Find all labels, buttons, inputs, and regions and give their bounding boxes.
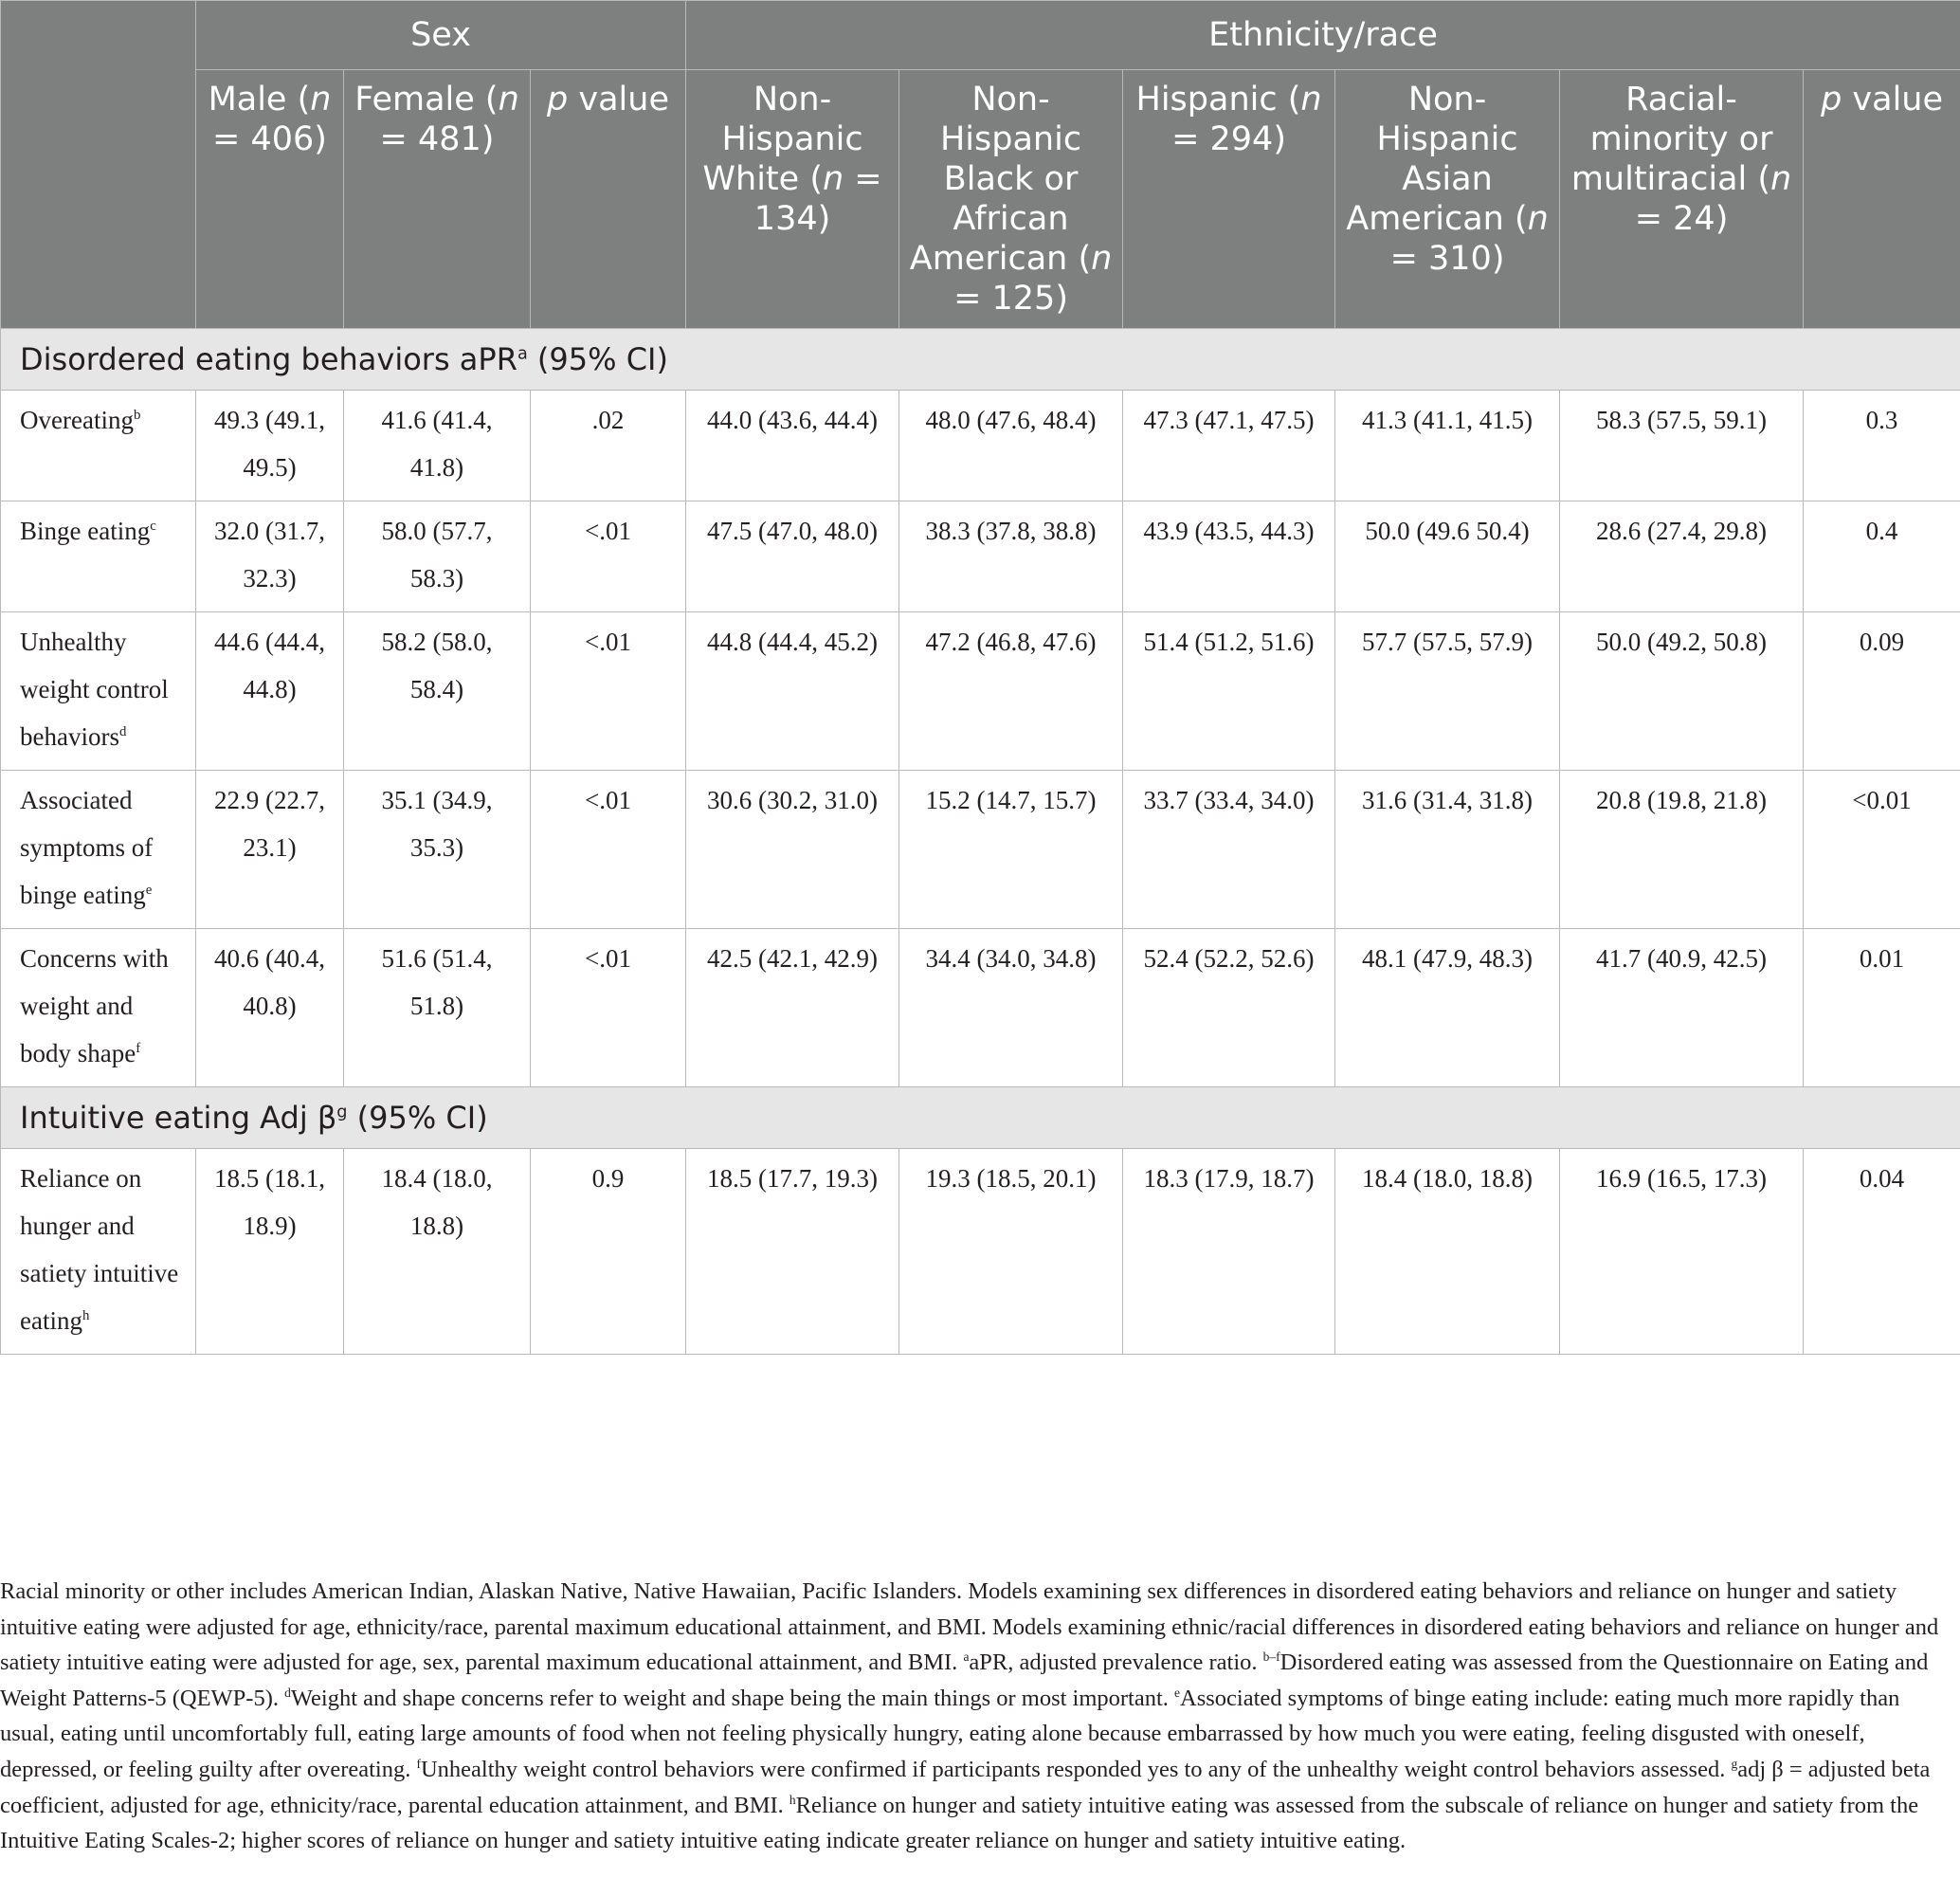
table-cell: 30.6 (30.2, 31.0) xyxy=(686,771,899,929)
row-label: Overeating$^b$ xyxy=(1,391,196,501)
row-label: Reliance on hunger and satiety intuitive eating$^h$ xyxy=(1,1149,196,1355)
section-row-disordered-eating xyxy=(1,329,1960,391)
row-label: Unhealthy weight control behaviors$^d$ xyxy=(1,612,196,771)
table-cell: 51.4 (51.2, 51.6) xyxy=(1123,612,1335,771)
table-row xyxy=(1,929,1960,1087)
table-cell: 49.3 (49.1, 49.5) xyxy=(196,391,344,501)
table-cell: 28.6 (27.4, 29.8) xyxy=(1560,501,1804,612)
table-cell: 50.0 (49.6 50.4) xyxy=(1335,501,1560,612)
column-header-non-hispanic-black: Non-Hispanic Black or African American (n = 125) xyxy=(899,70,1123,329)
table-cell: 0.9 xyxy=(531,1149,686,1355)
row-label: Concerns with weight and body shape$^f$ xyxy=(1,929,196,1087)
section-row-intuitive-eating xyxy=(1,1087,1960,1149)
table-cell: 20.8 (19.8, 21.8) xyxy=(1560,771,1804,929)
table-footnote: Racial minority or other includes American Indian, Alaskan Native, Native Hawaiian, Pacific Islanders. Models examining sex differences in disordered eating behaviors and reliance on hunger and satiety intuitive eating were adjusted for age, ethnicity/race, parental maximum educational attainment, and BMI. Models examining ethnic/racial differences in disordered eating behaviors and reliance on hunger and satiety intuitive eating were adjusted for age, sex, parental maximum educational attainment, and BMI. $^a$aPR, adjusted prevalence ratio. $^{b-f}$Disordered eating was assessed from the Questionnaire on Eating and Weight Patterns-5 (QEWP-5). $^d$Weight and shape concerns refer to weight and shape being the main things or most important. $^e$Associated symptoms of binge eating include: eating much more rapidly than usual, eating until uncomfortably full, eating large amounts of food when not feeling physically hungry, eating alone because embarrassed by how much you were eating, feeling disgusted with oneself, depressed, or feeling guilty after overeating. $^f$Unhealthy weight control behaviors were confirmed if participants responded yes to any of the unhealthy weight control behaviors assessed. $^g$adj β = adjusted beta coefficient, adjusted for age, ethnicity/race, parental education attainment, and BMI. $^h$Reliance on hunger and satiety intuitive eating was assessed from the subscale of reliance on hunger and satiety from the Intuitive Eating Scales-2; higher scores of reliance on hunger and satiety intuitive eating indicate greater reliance on hunger and satiety intuitive eating. xyxy=(0,1578,1939,1854)
table-row xyxy=(1,501,1960,612)
table-cell: 40.6 (40.4, 40.8) xyxy=(196,929,344,1087)
column-header-hispanic: Hispanic (n = 294) xyxy=(1123,70,1335,329)
table-row xyxy=(1,1149,1960,1355)
section-title-intuitive-eating: Intuitive eating Adj $\beta^g$ (95% CI) xyxy=(1,1087,1960,1149)
table-row xyxy=(1,612,1960,771)
group-header-sex: Sex xyxy=(196,1,686,70)
table-cell: 34.4 (34.0, 34.8) xyxy=(899,929,1123,1087)
column-header-sex-p-value: p value xyxy=(531,70,686,329)
table-cell: 35.1 (34.9, 35.3) xyxy=(344,771,531,929)
table-cell: <.01 xyxy=(531,501,686,612)
table-cell: 44.0 (43.6, 44.4) xyxy=(686,391,899,501)
table-cell: 18.4 (18.0, 18.8) xyxy=(1335,1149,1560,1355)
column-header-racial-minority: Racial-minority or multiracial (n = 24) xyxy=(1560,70,1804,329)
table-cell: <.01 xyxy=(531,929,686,1087)
table-cell: <.01 xyxy=(531,612,686,771)
table-cell: 57.7 (57.5, 57.9) xyxy=(1335,612,1560,771)
table-cell: 41.3 (41.1, 41.5) xyxy=(1335,391,1560,501)
column-header-non-hispanic-white: Non-Hispanic White (n = 134) xyxy=(686,70,899,329)
table-cell: 51.6 (51.4, 51.8) xyxy=(344,929,531,1087)
table-cell: 41.6 (41.4, 41.8) xyxy=(344,391,531,501)
table-cell: 44.6 (44.4, 44.8) xyxy=(196,612,344,771)
table-cell: 18.5 (18.1, 18.9) xyxy=(196,1149,344,1355)
table-cell: 43.9 (43.5, 44.3) xyxy=(1123,501,1335,612)
table-cell: 18.4 (18.0, 18.8) xyxy=(344,1149,531,1355)
table-cell: .02 xyxy=(531,391,686,501)
table-cell: 58.2 (58.0, 58.4) xyxy=(344,612,531,771)
table-cell: 47.5 (47.0, 48.0) xyxy=(686,501,899,612)
corner-header-cell xyxy=(1,1,196,329)
section-title-disordered-eating: Disordered eating behaviors aPR$^a$ (95% CI) xyxy=(1,329,1960,391)
table-cell: 0.3 xyxy=(1804,391,1960,501)
group-header-row xyxy=(1,1,1960,70)
table-cell: <0.01 xyxy=(1804,771,1960,929)
column-header-male: Male (n = 406) xyxy=(196,70,344,329)
column-header-non-hispanic-asian: Non-Hispanic Asian American (n = 310) xyxy=(1335,70,1560,329)
table-cell: 38.3 (37.8, 38.8) xyxy=(899,501,1123,612)
table-cell: 47.3 (47.1, 47.5) xyxy=(1123,391,1335,501)
table-cell: 19.3 (18.5, 20.1) xyxy=(899,1149,1123,1355)
table-cell: 0.4 xyxy=(1804,501,1960,612)
table-cell: 44.8 (44.4, 45.2) xyxy=(686,612,899,771)
table-cell: 0.04 xyxy=(1804,1149,1960,1355)
table-cell: 47.2 (46.8, 47.6) xyxy=(899,612,1123,771)
table-cell: 0.09 xyxy=(1804,612,1960,771)
table-cell: 41.7 (40.9, 42.5) xyxy=(1560,929,1804,1087)
table-cell: 15.2 (14.7, 15.7) xyxy=(899,771,1123,929)
table-cell: 42.5 (42.1, 42.9) xyxy=(686,929,899,1087)
row-label: Associated symptoms of binge eating$^e$ xyxy=(1,771,196,929)
table-cell: 48.0 (47.6, 48.4) xyxy=(899,391,1123,501)
table-cell: 50.0 (49.2, 50.8) xyxy=(1560,612,1804,771)
column-header-row xyxy=(1,70,1960,329)
table-cell: 32.0 (31.7, 32.3) xyxy=(196,501,344,612)
column-header-female: Female (n = 481) xyxy=(344,70,531,329)
table-cell: 48.1 (47.9, 48.3) xyxy=(1335,929,1560,1087)
column-header-ethnicity-p-value: p value xyxy=(1804,70,1960,329)
table-row xyxy=(1,771,1960,929)
table-cell: 31.6 (31.4, 31.8) xyxy=(1335,771,1560,929)
table-cell: 58.0 (57.7, 58.3) xyxy=(344,501,531,612)
table-row xyxy=(1,391,1960,501)
table-cell: 18.3 (17.9, 18.7) xyxy=(1123,1149,1335,1355)
table-cell: 0.01 xyxy=(1804,929,1960,1087)
table-cell: 22.9 (22.7, 23.1) xyxy=(196,771,344,929)
group-header-ethnicity: Ethnicity/race xyxy=(686,1,1960,70)
row-label: Binge eating$^c$ xyxy=(1,501,196,612)
table-cell: 16.9 (16.5, 17.3) xyxy=(1560,1149,1804,1355)
table-cell: 18.5 (17.7, 19.3) xyxy=(686,1149,899,1355)
table-cell: 33.7 (33.4, 34.0) xyxy=(1123,771,1335,929)
table-cell: 58.3 (57.5, 59.1) xyxy=(1560,391,1804,501)
table-cell: 52.4 (52.2, 52.6) xyxy=(1123,929,1335,1087)
table-cell: <.01 xyxy=(531,771,686,929)
